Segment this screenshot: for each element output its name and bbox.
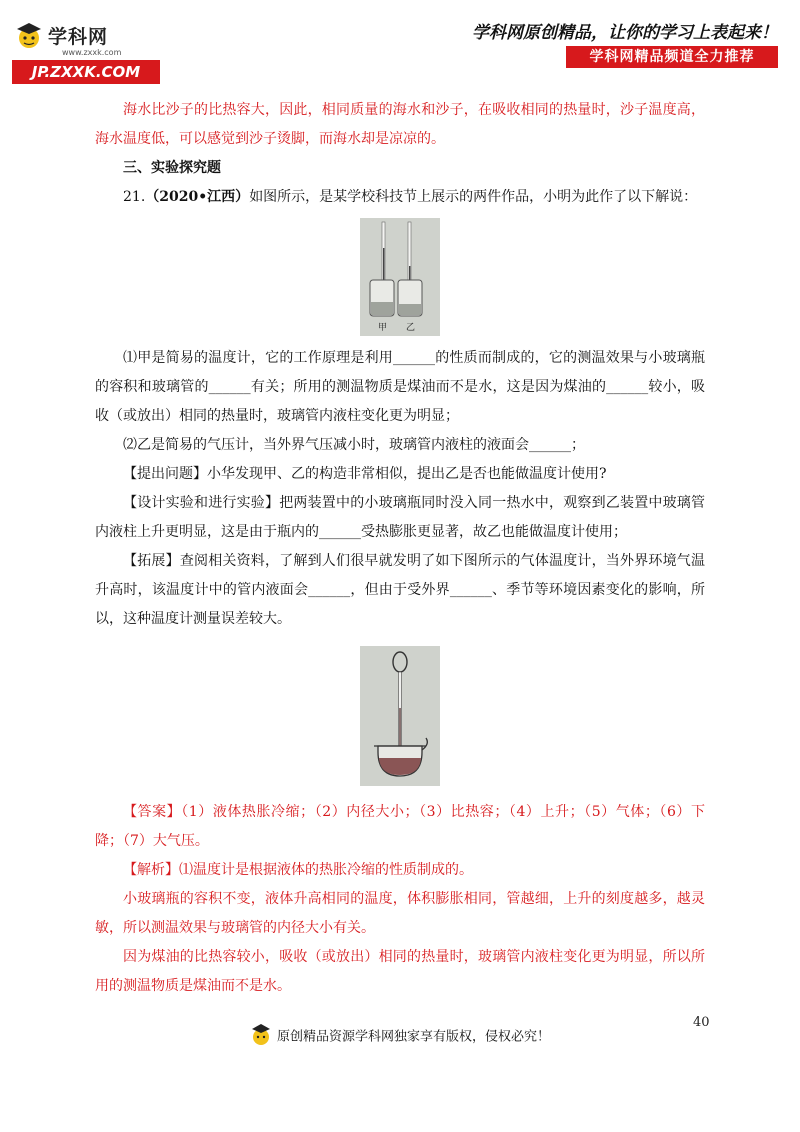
- thermometer-barometer-figure: [360, 218, 440, 336]
- analysis-first: [95, 856, 705, 885]
- inquiry-question: [95, 460, 705, 489]
- answer-tag: 【答案】: [123, 804, 182, 820]
- document-body: [95, 96, 705, 1001]
- site-url[interactable]: JP.ZXXK.COM: [12, 60, 160, 84]
- answer-block: [95, 798, 705, 856]
- mascot-icon: [250, 1022, 272, 1048]
- inquiry-experiment-text: 把两装置中的小玻璃瓶同时没入同一热水中，观察到乙装置中玻璃管内液柱上升更明显，这是由于瓶内的______受热膨胀更显著，故乙也能做温度计使用；: [95, 495, 706, 540]
- question-number: 21.: [123, 189, 146, 205]
- inquiry-extension: [95, 547, 705, 634]
- prev-explanation: 海水比沙子的比热容大，因此，相同质量的海水和沙子，在吸收相同的热量时，沙子温度高，海水温度低，可以感觉到沙子烫脚，而海水却是凉凉的。: [95, 102, 705, 147]
- question-source: （2020•江西）: [145, 189, 250, 205]
- page-header: [0, 0, 800, 80]
- figure-label-yi: 乙: [406, 323, 416, 333]
- figure-label-jia: 甲: [378, 323, 388, 333]
- page-number: 40: [693, 1015, 710, 1030]
- gas-thermometer-figure: [360, 646, 440, 786]
- header-slogan: 学科网原创精品，让你的学习上表起来！: [472, 23, 778, 43]
- inquiry-extension-tag: 【拓展】: [123, 553, 180, 569]
- question-stem: [95, 183, 705, 212]
- copyright-notice: 原创精品资源学科网独家享有版权，侵权必究！: [277, 1029, 551, 1045]
- answer-text: （1）液体热胀冷缩；（2）内径大小；（3）比热容；（4）上升；（5）气体；（6）下降；（7）大气压。: [95, 804, 705, 849]
- analysis-tag: 【解析】: [123, 862, 179, 878]
- mascot-icon: [14, 20, 44, 50]
- question-part-1: ⑴甲是简易的温度计，它的工作原理是利用______的性质而制成的，它的测温效果与小玻璃瓶的容积和玻璃管的______有关；所用的测温物质是煤油而不是水，这是因为煤油的______较小，吸收（或放出）相同的热量时，玻璃管内液柱变化更为明显；: [95, 350, 705, 424]
- inquiry-experiment: [95, 489, 705, 547]
- section-title: 三、实验探究题: [123, 160, 221, 176]
- page-footer: [0, 1022, 800, 1048]
- inquiry-extension-text: 查阅相关资料，了解到人们很早就发明了如下图所示的气体温度计，当外界环境气温升高时，该温度计中的管内液面会______，但由于受外界______、季节等环境因素变化的影响，所以，这种温度计测量误差较大。: [95, 553, 706, 627]
- brand-domain: www.zxxk.com: [62, 48, 122, 57]
- analysis-para-1: 小玻璃瓶的容积不变，液体升高相同的温度，体积膨胀相同，管越细，上升的刻度越多，越灵敏，所以测温效果与玻璃管的内径大小有关。: [95, 891, 705, 936]
- site-logo[interactable]: [12, 20, 162, 81]
- header-banner: 学科网精品频道全力推荐: [566, 46, 778, 68]
- brand-name: 学科网: [48, 26, 109, 48]
- analysis-para-2: 因为煤油的比热容较小，吸收（或放出）相同的热量时，玻璃管内液柱变化更为明显，所以所用的测温物质是煤油而不是水。: [95, 949, 705, 994]
- inquiry-experiment-tag: 【设计实验和进行实验】: [123, 495, 280, 511]
- analysis-first-text: ⑴温度计是根据液体的热胀冷缩的性质制成的。: [179, 862, 473, 878]
- question-part-2: ⑵乙是简易的气压计，当外界气压减小时，玻璃管内液柱的液面会______；: [123, 437, 585, 453]
- inquiry-question-text: 小华发现甲、乙的构造非常相似，提出乙是否也能做温度计使用?: [207, 466, 607, 482]
- question-text: 如图所示，是某学校科技节上展示的两件作品，小明为此作了以下解说：: [249, 189, 698, 205]
- inquiry-question-tag: 【提出问题】: [123, 466, 207, 482]
